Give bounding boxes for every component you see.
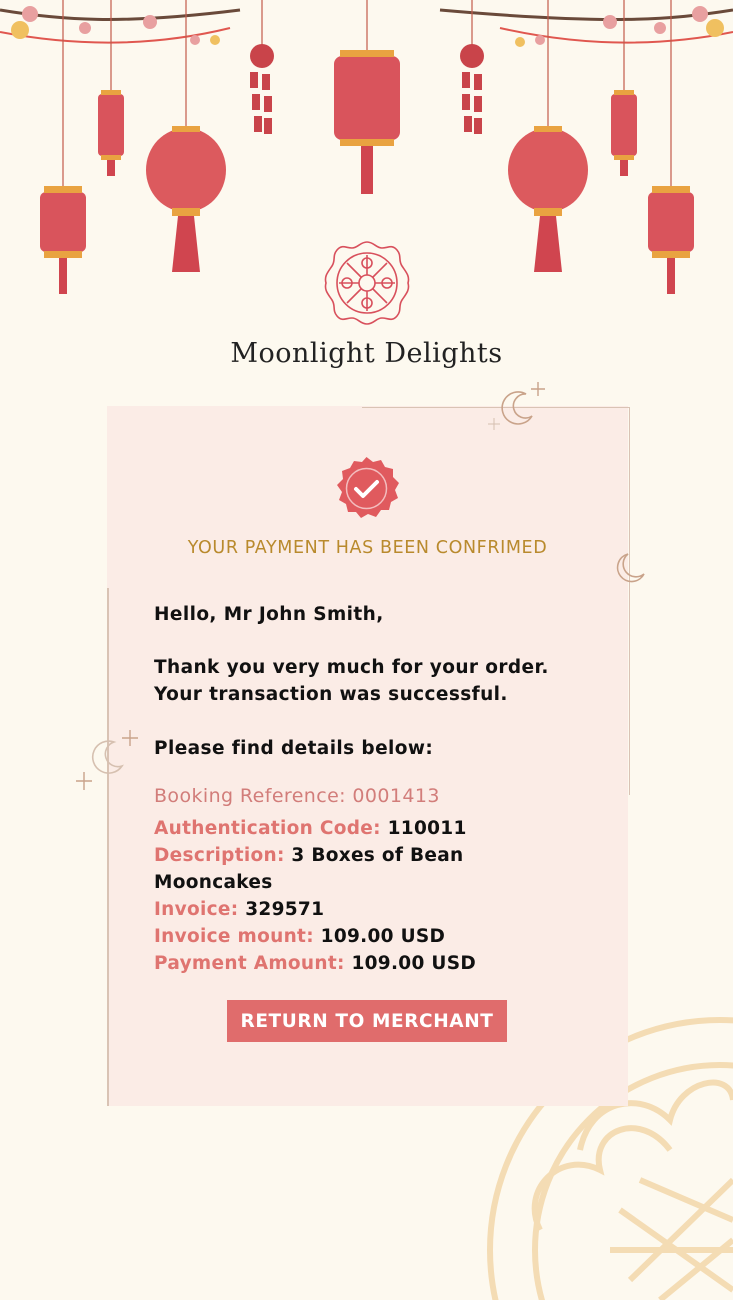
- card-border-left: [107, 588, 109, 1106]
- detail-value: 109.00 USD: [351, 953, 476, 974]
- payment-confirmed-title: YOUR PAYMENT HAS BEEN CONFRIMED: [187, 538, 548, 558]
- thanks-line-1: Thank you very much for your order.: [154, 657, 549, 678]
- crescent-moon-icon: [488, 380, 548, 435]
- details-intro-text: Please find details below:: [154, 738, 434, 759]
- detail-label: Payment Amount:: [154, 953, 345, 974]
- brand-name: Moonlight Delights: [230, 338, 503, 369]
- detail-description: [154, 842, 514, 896]
- detail-payment-amount: [154, 950, 514, 977]
- detail-label: Invoice:: [154, 899, 239, 920]
- detail-label: Authentication Code:: [154, 818, 381, 839]
- detail-label: Description:: [154, 845, 285, 866]
- greeting-text: Hello, Mr John Smith,: [154, 604, 384, 625]
- thanks-line-2: Your transaction was successful.: [154, 684, 508, 705]
- detail-value: 3 Boxes of Bean Mooncakes: [154, 845, 464, 893]
- detail-value: 329571: [245, 899, 325, 920]
- mooncake-flower-icon: [322, 238, 412, 328]
- return-to-merchant-button[interactable]: RETURN TO MERCHANT: [227, 1000, 507, 1042]
- detail-value: 110011: [387, 818, 467, 839]
- detail-invoice-amount: [154, 923, 514, 950]
- detail-authentication-code: [154, 815, 514, 842]
- thanks-text: [154, 654, 624, 708]
- booking-reference: Booking Reference: 0001413: [154, 785, 440, 807]
- check-badge-icon: [333, 455, 400, 522]
- detail-value: 109.00 USD: [320, 926, 446, 947]
- crescent-moon-icon: [74, 728, 138, 792]
- detail-invoice: [154, 896, 514, 923]
- payment-details-list: [154, 815, 514, 977]
- detail-label: Invoice mount:: [154, 926, 314, 947]
- card-border-right: [629, 407, 630, 795]
